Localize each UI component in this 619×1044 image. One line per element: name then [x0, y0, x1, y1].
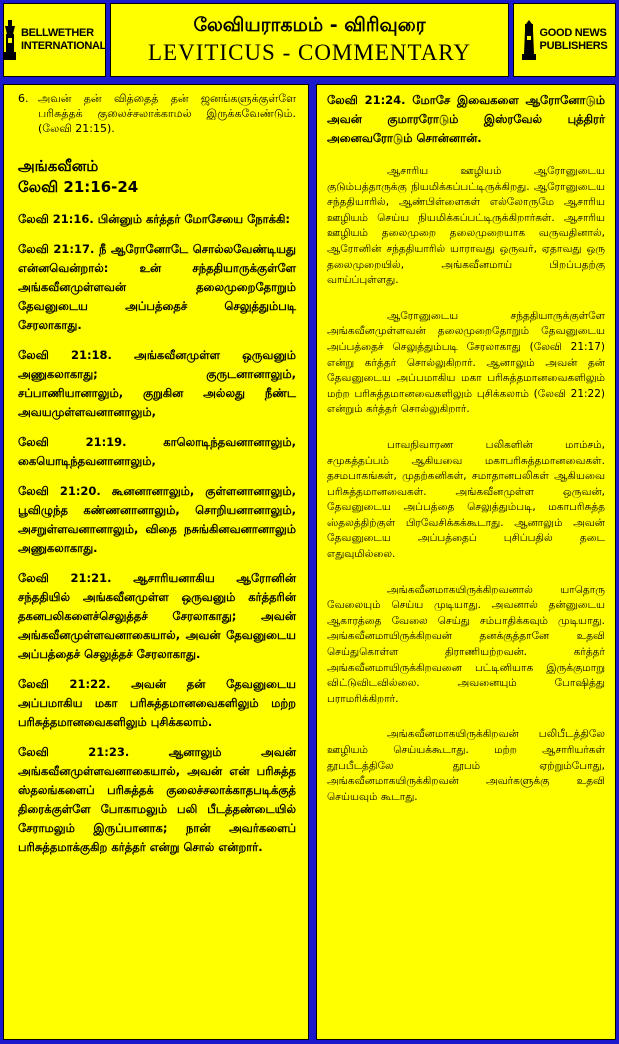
good-news-logo [522, 20, 608, 60]
commentary-paragraph-5: அங்கவீனமாகயிருக்கிறவன் பலிபீடத்திலே ஊழியம் செய்யக்கூடாது. மற்ற ஆசாரியர்கள் தூபபீடத்திலே தூபம் ஏற்றும்போது, அங்கவீனமாகயிருக்கிறவன் அவர்களுக்கு உதவி செய்யவும் கூடாது. [327, 728, 605, 803]
verse-21-20: லேவி 21:20. கூனனானாலும், குள்ளனானாலும், பூவிழுந்த கண்ணனானாலும், சொறியனானாலும், அசறுள்ளவனானாலும், விதை நசுங்கினவனானாலும் அணுகலாகாது. [18, 484, 296, 555]
verse-21-19: லேவி 21:19. காலொடிந்தவனானாலும், கையொடிந்தவனானாலும், [18, 435, 296, 468]
commentary-paragraph-4: அங்கவீனமாகயிருக்கிறவனால் யாதொரு வேலையும் செய்ய முடியாது. அவனால் தன்னுடைய ஆகாரத்தை வேலை செய்து சம்பாதிக்கவும் முடியாது. அங்கவீனமாயிருக்கிறவன் தனக்குத்தானே உதவி செய்துகொள்ள திராணியற்றவன். கர்த்தர் அங்கவீனமாயிருக்கிறவனை பட்டினியாக இருக்குமாறு விட்டுவிடவில்லை. அவனையும் போஷித்து பராமரிக்கிறார். [327, 583, 605, 705]
right-column [316, 84, 616, 1040]
lighthouse-icon [522, 20, 536, 60]
good-news-logo-line2: PUBLISHERS [539, 40, 608, 52]
verse-21-18: லேவி 21:18. அங்கவீனமுள்ள ஒருவனும் அணுகலாகாது; குருடனானாலும், சப்பாணியானாலும், குறுகின அல்லது நீண்ட அவயமுள்ளவனானாலும், [18, 348, 296, 419]
page-header [3, 3, 616, 77]
bellwether-logo-line2: INTERNATIONAL [20, 40, 107, 52]
section-reference: லேவி 21:16-24 [18, 178, 139, 196]
bell-tower-icon [3, 20, 17, 60]
section-title: அங்கவீனம் [18, 157, 99, 175]
verse-21-23: லேவி 21:23. ஆனாலும் அவன் அங்கவீனமுள்ளவனாகையால், அவன் என் பரிசுத்த ஸ்தலங்களைப் பரிசுத்தக் குலைச்சலாக்காதபடிக்குத் திரைக்குள்ளே போகாமலும் பலி பீடத்தண்டையில் சேராமலும் இருப்பானாக; நான் அவர்களைப் பரிசுத்தமாக்குகிற கர்த்தர் என்று சொல் என்றார். [18, 745, 296, 854]
verse-21-21: லேவி 21:21. ஆசாரியனாகிய ஆரோனின் சந்ததியில் அங்கவீனமுள்ள ஒருவனும் கர்த்தரின் தகனபலிகளைச்செலுத்தச் சேரலாகாது; அவன் அங்கவீனமுள்ளவனாகையால், அவன் தேவனுடைய அப்பத்தைச் செலுத்தச் சேரலாகாது. [18, 571, 296, 661]
point-number: 6. [18, 92, 29, 105]
verse-21-16: லேவி 21:16. பின்னும் கர்த்தர் மோசேயை நோக்கி: [18, 212, 291, 226]
bellwether-logo [3, 20, 106, 60]
verse-21-17: லேவி 21:17. நீ ஆரோனோடே சொல்லவேண்டியது என்னவென்றால்: உன் சந்ததியாருக்குள்ளே அங்கவீனமுள்ளவன் தலைமுறைதோறும் தேவனுடைய அப்பத்தைச் செலுத்தும்படி சேரலாகாது. [18, 242, 296, 332]
title-english: LEVITICUS - COMMENTARY [148, 40, 471, 65]
commentary-paragraph-1: ஆசாரிய ஊழியம் ஆரோனுடைய குடும்பத்தாருக்கு நியமிக்கப்பட்டிருக்கிறது. ஆரோனுடைய சந்ததியாரில், ஆண்பிள்ளைகள் எல்லோருமே ஆசாரிய ஊழியம் செய்ய நியமிக்கப்பட்டிருக்கிறார்கள். ஆசாரிய ஊழியம் தலைமுறை தலைமுறையாக வருவதினால், ஆரோனின் சந்ததியாரில் யாராவது ஒருவர், ஏதாவது ஒரு தலைமுறையில், அங்கவீனமாய் பிறப்பதற்கு வாய்ப்புள்ளது. [327, 165, 605, 287]
bellwether-logo-line1: BELLWETHER [20, 27, 94, 39]
left-column [3, 84, 309, 1040]
commentary-paragraph-3: பாவநிவாரண பலிகளின் மாம்சம், சமுகத்தப்பம் ஆகியவை மகாபரிசுத்தமானவைகள். தசமபாகங்கள், முதற்கனிகள், சமாதானபலிகள் ஆகியவை பரிசுத்தமானவைகள். அங்கவீனமுள்ள ஒருவன், தேவனுடைய அப்பத்தை செலுத்தும்படி, மகாபரிசுத்த ஸ்தலத்திற்குள் பிரவேசிக்கக்கூடாது. ஆனாலும் அவன் தேவனுடைய அப்பத்தைப் புசிப்பதில் தடை எதுவுமில்லை. [327, 438, 605, 561]
good-news-logo-box [513, 3, 616, 77]
commentary-paragraph-2: ஆரோனுடைய சந்ததியாருக்குள்ளே அங்கவீனமுள்ளவன் தலைமுறைதோறும் தேவனுடைய அப்பத்தைச் செலுத்தும்படி சேரலாகாது (லேவி 21:17) என்று கர்த்தர் சொல்லுகிறார். ஆனாலும் அவன் தன் தேவனுடைய அப்பமாகிய மகா பரிசுத்தமானவைகளிலும் மற்ற பரிசுத்தமானவைகளிலும் புசிக்கலாம் (லேவி 21:22) என்றும் கர்த்தர் சொல்லுகிறார். [327, 309, 605, 416]
bellwether-logo-box [3, 3, 106, 77]
title-tamil: லேவியராகமம் - விரிவுரை [193, 14, 426, 36]
good-news-logo-line1: GOOD NEWS [539, 27, 607, 39]
verse-21-24: லேவி 21:24. மோசே இவைகளை ஆரோனோடும் அவன் குமாரரோடும் இஸ்ரவேல் புத்திரர் அனைவரோடும் சொன்னான். [327, 93, 605, 145]
point-text: அவன் தன் வித்தைத் தன் ஜனங்களுக்குள்ளே பரிசுத்தக் குலைச்சலாக்காமல் இருக்கவேண்டும். (லேவி 21:15). [38, 92, 296, 135]
verse-21-22: லேவி 21:22. அவன் தன் தேவனுடைய அப்பமாகிய மகா பரிசுத்தமானவைகளிலும் மற்ற பரிசுத்தமானவைகளிலும் புசிக்கலாம். [18, 677, 296, 729]
title-box [110, 3, 509, 77]
point-item [18, 91, 296, 136]
